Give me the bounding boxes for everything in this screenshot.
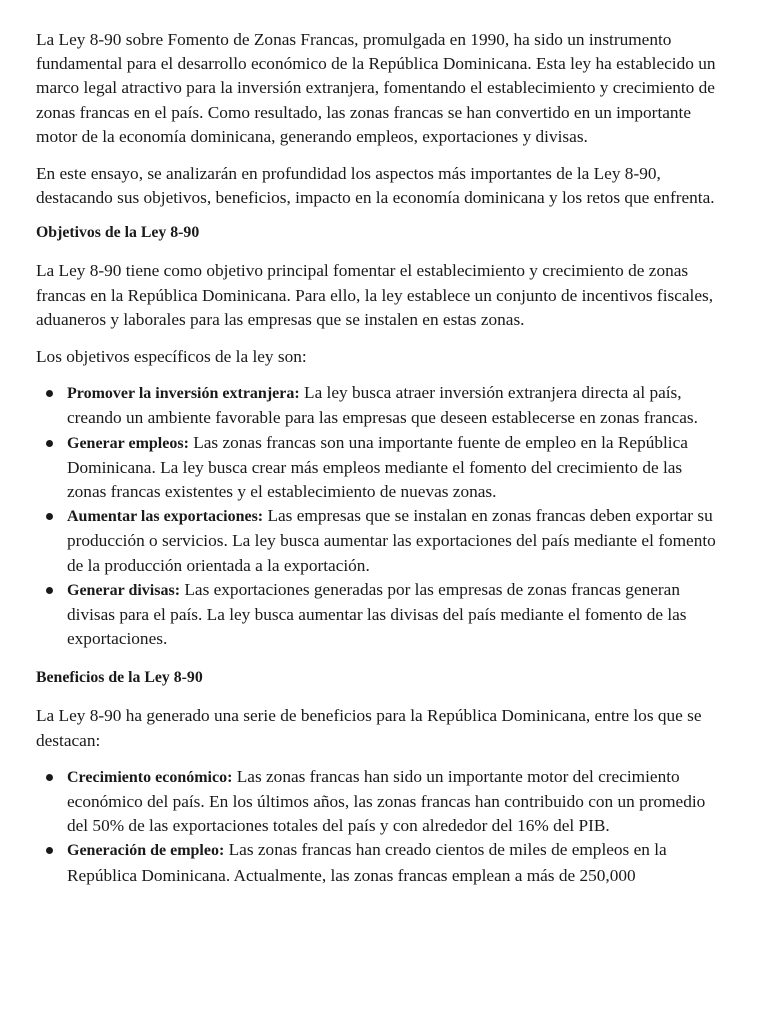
objetivos-list <box>36 381 722 651</box>
beneficios-paragraph-1: La Ley 8-90 ha generado una serie de beneficios para la República Dominicana, entre los que se destacan: <box>36 706 702 750</box>
list-item <box>36 431 722 505</box>
list-item-text: Las zonas francas han creado cientos de miles de empleos en la República Dominicana. Actualmente, las zonas francas emplean a más de 250,000 <box>67 840 667 885</box>
list-item-label: Aumentar las exportaciones: <box>67 508 264 526</box>
list-item-text: Las exportaciones generadas por las empresas de zonas francas generan divisas para el país. La ley busca aumentar las divisas del país mediante el fomento de las exportaciones. <box>67 579 687 649</box>
list-item-text: Las zonas francas han sido un importante motor del crecimiento económico del país. En los últimos años, las zonas francas han contribuido con un promedio del 50% de las exportaciones totales del país y con alrededor del 16% del PIB. <box>67 766 706 836</box>
intro-paragraph-1: La Ley 8-90 sobre Fomento de Zonas Francas, promulgada en 1990, ha sido un instrumento fundamental para el desarrollo económico de la República Dominicana. Esta ley ha establecido un marco legal atractivo para la inversión extranjera, fomentando el establecimiento y crecimiento de zonas francas en el país. Como resultado, las zonas francas se han convertido en un importante motor de la economía dominicana, generando empleos, exportaciones y divisas. <box>36 30 716 146</box>
bullet-icon <box>46 847 53 854</box>
intro-paragraph-2: En este ensayo, se analizarán en profundidad los aspectos más importantes de la Ley 8-90, destacando sus objetivos, beneficios, impacto en la economía dominicana y los retos que enfrenta. <box>36 164 715 208</box>
objetivos-paragraph-2: Los objetivos específicos de la ley son: <box>36 347 307 367</box>
bullet-icon <box>46 587 53 594</box>
list-item-label: Crecimiento económico: <box>67 768 233 786</box>
section-heading-objetivos: Objetivos de la Ley 8-90 <box>36 224 200 242</box>
list-item-label: Generación de empleo: <box>67 842 225 860</box>
list-item-text: Las empresas que se instalan en zonas francas deben exportar su producción o servicios. La ley busca aumentar las exportaciones del país mediante el fomento de la producción orientada a la exportación. <box>67 506 716 575</box>
list-item-text: La ley busca atraer inversión extranjera directa al país, creando un ambiente favorable para las empresas que deseen establecerse en zonas francas. <box>67 383 698 428</box>
bullet-icon <box>46 390 53 397</box>
list-item-text: Las zonas francas son una importante fuente de empleo en la República Dominicana. La ley busca crear más empleos mediante el fomento del crecimiento de las zonas francas existentes y el establecimiento de nuevas zonas. <box>67 432 688 502</box>
list-item <box>36 504 722 578</box>
list-item-label: Generar empleos: <box>67 434 189 452</box>
section-heading-beneficios: Beneficios de la Ley 8-90 <box>36 669 203 687</box>
list-item <box>36 578 722 652</box>
list-item <box>36 838 722 887</box>
objetivos-paragraph-1: La Ley 8-90 tiene como objetivo principal fomentar el establecimiento y crecimiento de zonas francas en la República Dominicana. Para ello, la ley establece un conjunto de incentivos fiscales, aduaneros y laborales para las empresas que se instalen en estas zonas. <box>36 261 714 329</box>
list-item <box>36 765 722 839</box>
beneficios-list <box>36 765 722 888</box>
list-item-label: Promover la inversión extranjera: <box>67 385 300 403</box>
list-item <box>36 381 722 430</box>
list-item-label: Generar divisas: <box>67 581 181 599</box>
bullet-icon <box>46 440 53 447</box>
bullet-icon <box>46 513 53 520</box>
bullet-icon <box>46 774 53 781</box>
